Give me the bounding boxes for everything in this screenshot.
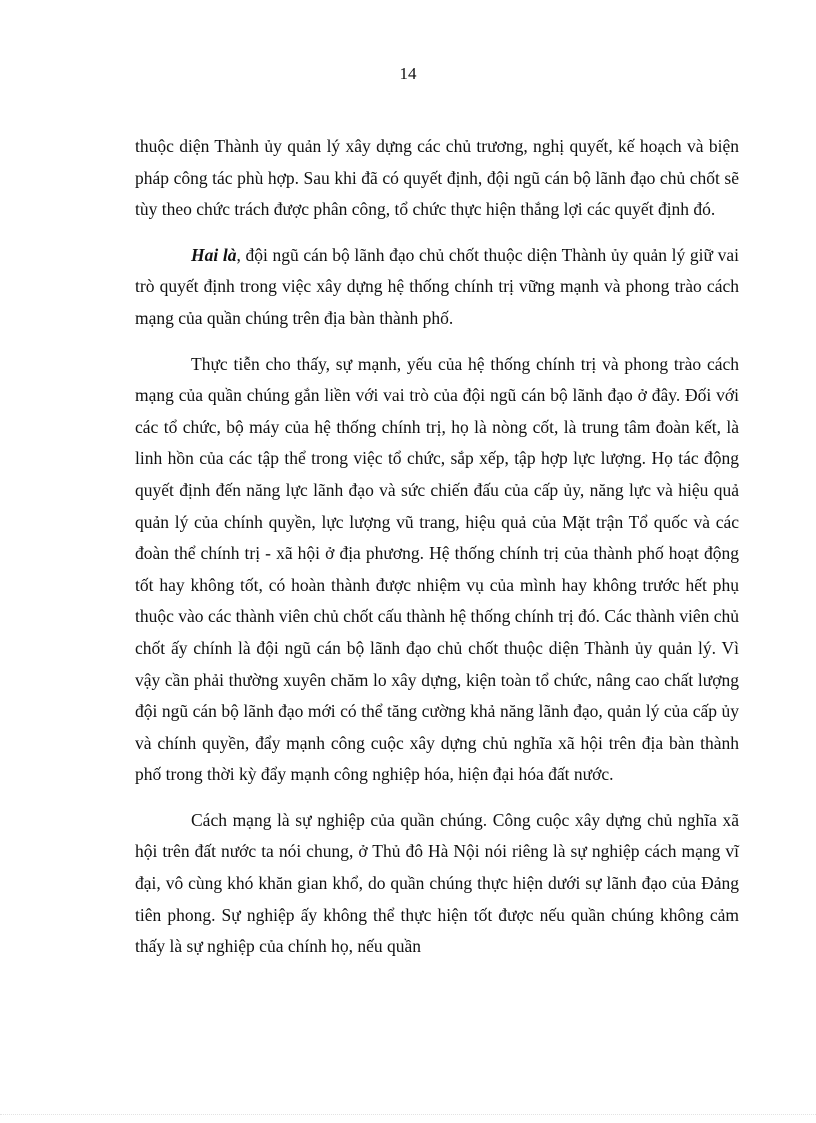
paragraph-text: , đội ngũ cán bộ lãnh đạo chủ chốt thuộc diện Thành ủy quản lý giữ vai trò quyết định trong việc xây dựng hệ thống chính trị vững mạnh và phong trào cách mạng của quần chúng trên địa bàn thành phố. bbox=[135, 244, 739, 328]
paragraph-4 bbox=[135, 805, 739, 963]
paragraph-text: Cách mạng là sự nghiệp của quần chúng. Công cuộc xây dựng chủ nghĩa xã hội trên đất nước ta nói chung, ở Thủ đô Hà Nội nói riêng là sự nghiệp cách mạng vĩ đại, vô cùng khó khăn gian khổ, do quần chúng thực hiện dưới sự lãnh đạo của Đảng tiên phong. Sự nghiệp ấy không thể thực hiện tốt được nếu quần chúng không cảm thấy là sự nghiệp của chính họ, nếu quần bbox=[135, 809, 739, 957]
paragraph-2 bbox=[135, 240, 739, 335]
paragraph-lead-phrase: Hai là bbox=[191, 244, 237, 265]
page-number: 14 bbox=[399, 64, 417, 83]
paragraph-3 bbox=[135, 349, 739, 791]
document-body bbox=[135, 131, 739, 977]
paragraph-text: thuộc diện Thành ủy quản lý xây dựng các chủ trương, nghị quyết, kế hoạch và biện pháp công tác phù hợp. Sau khi đã có quyết định, đội ngũ cán bộ lãnh đạo chủ chốt sẽ tùy theo chức trách được phân công, tổ chức thực hiện thắng lợi các quyết định đó. bbox=[135, 136, 739, 220]
paragraph-1 bbox=[135, 131, 739, 226]
footer-divider bbox=[0, 1114, 816, 1115]
paragraph-text: Thực tiễn cho thấy, sự mạnh, yếu của hệ thống chính trị và phong trào cách mạng của quần chúng gắn liền với vai trò của đội ngũ cán bộ lãnh đạo ở đây. Đối với các tổ chức, bộ máy của hệ thống chính trị, họ là nòng cốt, là trung tâm đoàn kết, là linh hồn của các tập thể trong việc tổ chức, sắp xếp, tập hợp lực lượng. Họ tác động quyết định đến năng lực lãnh đạo và sức chiến đấu của cấp ủy, năng lực và hiệu quả quản lý của chính quyền, lực lượng vũ trang, hiệu quả của Mặt trận Tổ quốc và các đoàn thể chính trị - xã hội ở địa phương. Hệ thống chính trị của thành phố hoạt động tốt hay không tốt, có hoàn thành được nhiệm vụ của mình hay không trước hết phụ thuộc vào các thành viên chủ chốt cấu thành hệ thống chính trị đó. Các thành viên chủ chốt ấy chính là đội ngũ cán bộ lãnh đạo chủ chốt thuộc diện Thành ủy quản lý. Vì vậy cần phải thường xuyên chăm lo xây dựng, kiện toàn tổ chức, nâng cao chất lượng đội ngũ cán bộ lãnh đạo mới có thể tăng cường khả năng lãnh đạo, quản lý của cấp ủy và chính quyền, đẩy mạnh công cuộc xây dựng chủ nghĩa xã hội trên địa bàn thành phố trong thời kỳ đẩy mạnh công nghiệp hóa, hiện đại hóa đất nước. bbox=[135, 353, 739, 785]
